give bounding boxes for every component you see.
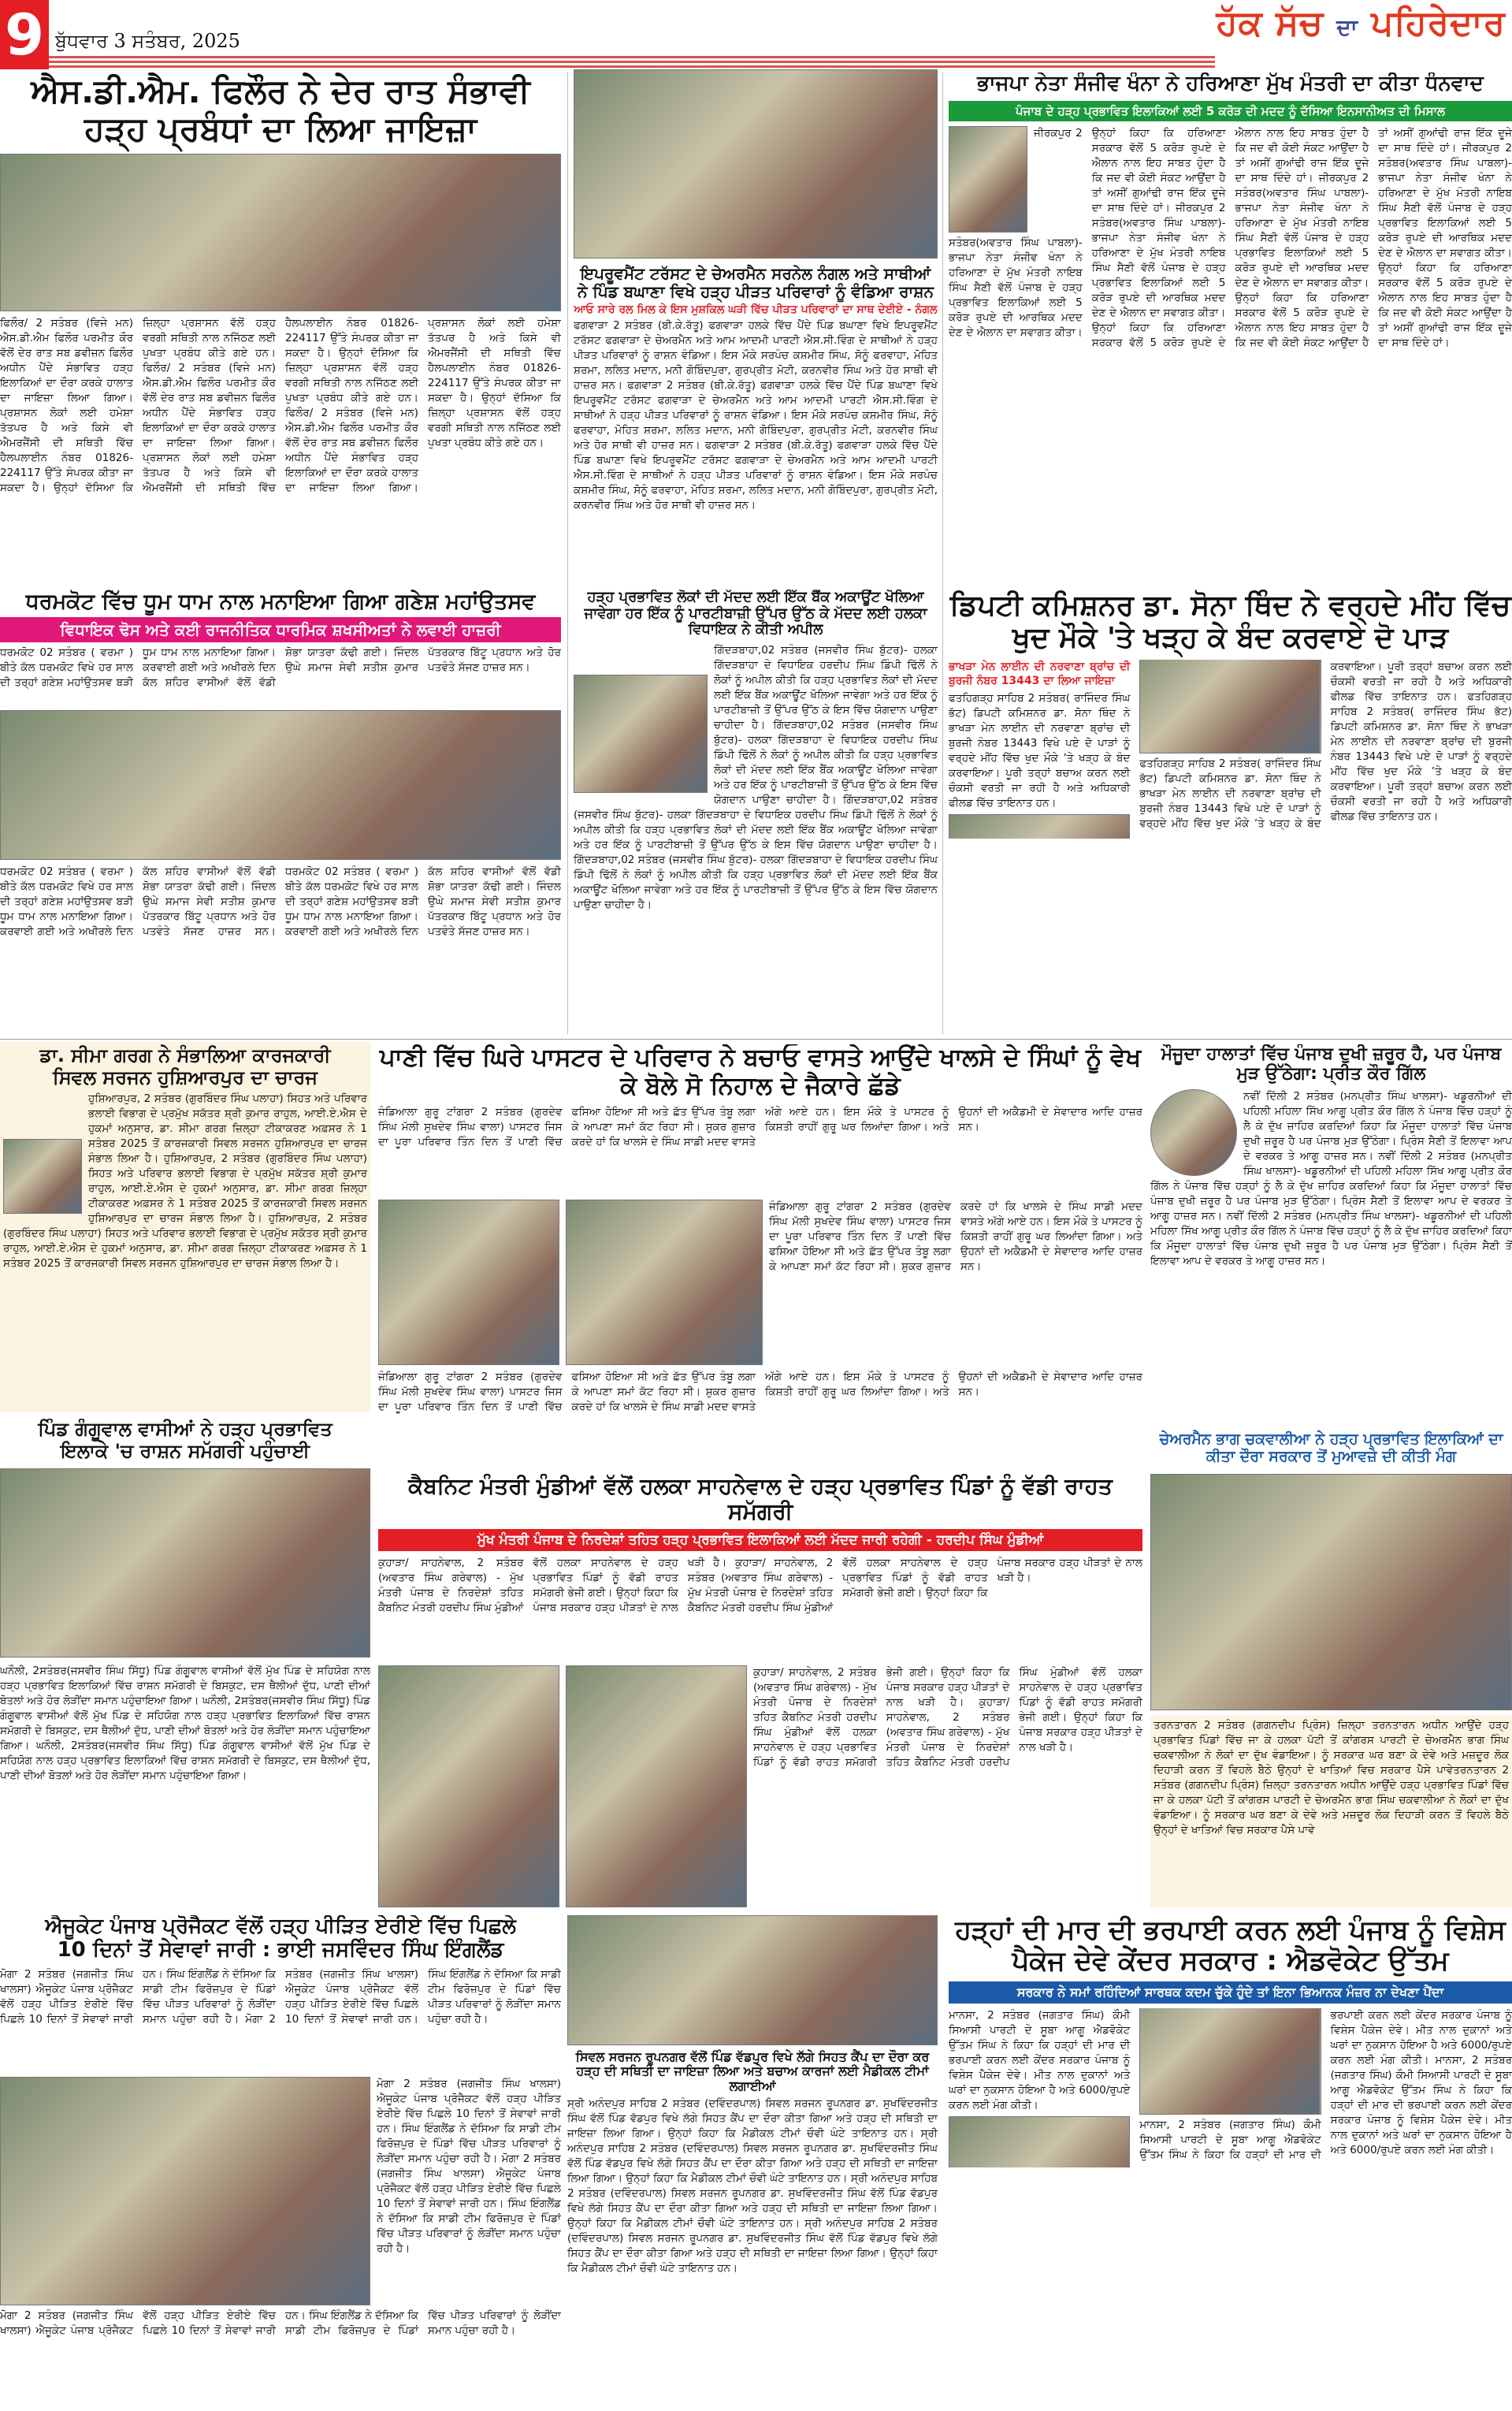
article-body: ਨਵੀਂ ਦਿੱਲੀ 2 ਸਤੰਬਰ (ਮਨਪ੍ਰੀਤ ਸਿੰਘ ਖਾਲਸਾ)- ਖਡੂਰਨੀਆਂ ਦੀ ਪਹਿਲੀ ਮਹਿਲਾ ਸਿੱਖ ਆਗੂ ਪ੍ਰੀਤ ਕੌਰ ਗਿੱਲ ਨੇ ਪੰਜਾਬ ਵਿੱਚ ਹੜ੍ਹਾਂ ਨੂੰ ਲੈ ਕੇ ਦੁੱਖ ਜ਼ਾਹਿਰ ਕਰਦਿਆਂ ਕਿਹਾ ਕਿ ਮੌਜੂਦਾ ਹਾਲਾਤਾਂ ਵਿੱਚ ਪੰਜਾਬ ਦੁਖੀ ਜ਼ਰੂਰ ਹੈ ਪਰ ਪੰਜਾਬ ਮੁੜ ਉੱਠੇਗਾ। ਪ੍ਰਿੰਸ ਸੈਣੀ ਤੋਂ ਇਲਾਵਾ ਆਪ ਦੇ ਵਰਕਰ ਤੇ ਆਗੂ ਹਾਜ਼ਰ ਸਨ। — [1243, 1089, 1512, 1163]
logo-part: ਦਾ — [1336, 14, 1358, 40]
article-body: ਹੁਸ਼ਿਆਰਪੁਰ, 2 ਸਤੰਬਰ (ਗੁਰਬਿੰਦਰ ਸਿੰਘ ਪਲਾਹਾ) ਸਿਹਤ ਅਤੇ ਪਰਿਵਾਰ ਭਲਾਈ ਵਿਭਾਗ ਦੇ ਪ੍ਰਮੁੱਖ ਸਕੱਤਰ ਸ਼੍ਰੀ ਕੁਮਾਰ ਰਾਹੁਲ, ਆਈ.ਏ.ਐਸ ਦੇ ਹੁਕਮਾਂ ਅਨੁਸਾਰ, ਡਾ. ਸੀਮਾ ਗਰਗ ਜ਼ਿਲ੍ਹਾ ਟੀਕਾਕਰਣ ਅਫ਼ਸਰ ਨੇ 1 ਸਤੰਬਰ 2025 ਤੋਂ ਕਾਰਜਕਾਰੀ ਸਿਵਲ ਸਰਜਨ ਹੁਸ਼ਿਆਰਪੁਰ ਦਾ ਚਾਰਜ ਸੰਭਾਲ ਲਿਆ ਹੈ। — [88, 1152, 367, 1226]
article-body: ਮੋਗਾ 2 ਸਤੰਬਰ (ਜਗਜੀਤ ਸਿੰਘ ਖਾਲਸਾ) ਐਜੂਕੇਟ ਪੰਜਾਬ ਪ੍ਰੋਜੈਕਟ ਵੱਲੋਂ ਹੜ੍ਹ ਪੀੜਿਤ ਏਰੀਏ ਵਿੱਚ ਪਿਛਲੇ 10 ਦਿਨਾਂ ਤੋਂ ਸੇਵਾਵਾਂ ਜਾਰੀ ਹਨ। ਸਿੰਘ ਇੰਗਲੈਂਡ ਨੇ ਦੱਸਿਆ ਕਿ ਸਾਡੀ ਟੀਮ ਫਿਰੋਜ਼ਪੁਰ ਦੇ ਪਿੰਡਾਂ ਵਿੱਚ ਪੀੜਤ ਪਰਿਵਾਰਾਂ ਨੂੰ ਲੋੜੀਂਦਾ ਸਮਾਨ ਪਹੁੰਚਾ ਰਹੀ ਹੈ। — [377, 2077, 561, 2165]
article-body: ਕੁਹਾੜਾ/ ਸਾਹਨੇਵਾਲ, 2 ਸਤੰਬਰ (ਅਵਤਾਰ ਸਿੰਘ ਗਰੇਵਾਲ) - ਮੁੱਖ ਮੰਤਰੀ ਪੰਜਾਬ ਦੇ ਨਿਰਦੇਸ਼ਾਂ ਤਹਿਤ ਕੈਬਨਿਟ ਮੰਤਰੀ ਹਰਦੀਪ ਸਿੰਘ ਮੁੰਡੀਆਂ ਵੱਲੋਂ ਹਲਕਾ ਸਾਹਨੇਵਾਲ ਦੇ ਹੜ੍ਹ ਪ੍ਰਭਾਵਿਤ ਪਿੰਡਾਂ ਨੂੰ ਵੱਡੀ ਰਾਹਤ ਸਮੱਗਰੀ ਭੇਜੀ ਗਈ। ਉਨ੍ਹਾਂ ਕਿਹਾ ਕਿ ਪੰਜਾਬ ਸਰਕਾਰ ਹੜ੍ਹ ਪੀੜਤਾਂ ਦੇ ਨਾਲ ਖੜੀ ਹੈ। — [687, 1557, 1142, 1615]
issue-date: ਬੁੱਧਵਾਰ 3 ਸਤੰਬਰ, 2025 — [55, 30, 240, 52]
article-sanjeev-khanna — [949, 73, 1512, 577]
article-body: ਫਤਹਿਗੜ੍ਹ ਸਾਹਿਬ 2 ਸਤੰਬਰ( ਰਾਜਿੰਦਰ ਸਿੰਘ ਭੱਟ) ਡਿਪਟੀ ਕਮਿਸ਼ਨਰ ਡਾ. ਸੋਨਾ ਥਿੰਦ ਨੇ ਭਾਖੜਾ ਮੇਨ ਲਾਈਨ ਦੀ ਨਰਵਾਣਾ ਬ੍ਰਾਂਚ ਦੀ ਬੁਰਜੀ ਨੰਬਰ 13443 ਵਿਖੇ ਪਏ ਦੋ ਪਾੜਾਂ ਨੂੰ ਵਰ੍ਹਦੇ ਮੀਂਹ ਵਿੱਚ ਖੁਦ ਮੌਕੇ ’ਤੇ ਖੜ੍ਹ ਕੇ ਬੰਦ ਕਰਵਾਇਆ। ਪੂਰੀ ਤਰ੍ਹਾਂ ਬਚਾਅ ਕਰਨ ਲਈ ਚੌਕਸੀ ਵਰਤੀ ਜਾ ਰਹੀ ਹੈ ਅਤੇ ਅਧਿਕਾਰੀ ਫੀਲਡ ਵਿੱਚ ਤਾਇਨਾਤ ਹਨ। — [1330, 690, 1512, 823]
article-sdm-phillaur — [0, 73, 561, 577]
photo — [0, 2077, 370, 2305]
article-ganguwal — [0, 1419, 370, 1907]
article-body: ਧਰਮਕੋਟ 02 ਸਤੰਬਰ ( ਵਰਮਾ ) ਬੀਤੇ ਕੱਲ ਧਰਮਕੋਟ ਵਿਖੇ ਹਰ ਸਾਲ ਦੀ ਤਰ੍ਹਾਂ ਗਣੇਸ਼ ਮਹਾਂਉਤਸਵ ਬੜੀ ਧੂਮ ਧਾਮ ਨਾਲ ਮਨਾਇਆ ਗਿਆ। ਕਰਵਾਈ ਗਈ ਅਤੇ ਅਖੀਰਲੇ ਦਿਨ ਕੱਲ ਸ਼ਹਿਰ ਵਾਸੀਆਂ ਵੱਲੋਂ ਵੱਡੀ ਸ਼ੋਭਾ ਯਾਤਰਾ ਕੱਢੀ ਗਈ। ਜਿੰਦਲ ਉਘੇ ਸਮਾਜ ਸੇਵੀ ਸਤੀਸ਼ ਕੁਮਾਰ ਪੱਤਰਕਾਰ ਬਿੱਟੂ ਪ੍ਰਧਾਨ ਅਤੇ ਹੋਰ ਪਤਵੰਤੇ ਸੱਜਣ ਹਾਜ਼ਰ ਸਨ। — [0, 865, 276, 939]
subheadline: ਪੰਜਾਬ ਦੇ ਹੜ੍ਹ ਪ੍ਰਭਾਵਿਤ ਇਲਾਕਿਆਂ ਲਈ 5 ਕਰੋੜ ਦੀ ਮਦਦ ਨੂੰ ਦੱਸਿਆ ਇਨਸਾਨੀਅਤ ਦੀ ਮਿਸਾਲ — [949, 101, 1512, 121]
article-body: ਜੰਡਿਆਲਾ ਗੁਰੂ ਟਾਂਗਰਾ 2 ਸਤੰਬਰ (ਗੁਰਦੇਵ ਸਿੰਘ ਮੱਲੀ ਸੁਖਦੇਵ ਸਿੰਘ ਵਾਲਾ) ਪਾਸਟਰ ਜਿਸ ਦਾ ਪੂਰਾ ਪਰਿਵਾਰ ਤਿੰਨ ਦਿਨ ਤੋਂ ਪਾਣੀ ਵਿੱਚ ਫਸਿਆ ਹੋਇਆ ਸੀ ਅਤੇ ਛੱਤ ਉੱਪਰ ਤੰਬੂ ਲਗਾ ਕੇ ਆਪਣਾ ਸਮਾਂ ਕੱਟ ਰਿਹਾ ਸੀ। ਸ਼ੁਕਰ ਗੁਜ਼ਾਰ ਕਰਦੇ ਹਾਂ ਕਿ ਖਾਲਸੇ ਦੇ ਸਿੰਘ ਸਾਡੀ ਮਦਦ ਵਾਸਤੇ ਅੱਗੇ ਆਏ ਹਨ। ਇਸ ਮੌਕੇ ਤੇ ਪਾਸਟਰ ਨੂੰ ਕਿਸ਼ਤੀ ਰਾਹੀਂ ਗੁਰੂ ਘਰ ਲਿਆਂਦਾ ਗਿਆ। ਅਤੇ ਉਹਨਾਂ ਦੀ ਅਕੈਡਮੀ ਦੇ ਸੇਵਾਦਾਰ ਆਦਿ ਹਾਜ਼ਰ ਸਨ। — [378, 1106, 1142, 1149]
article-body: ਜੰਡਿਆਲਾ ਗੁਰੂ ਟਾਂਗਰਾ 2 ਸਤੰਬਰ (ਗੁਰਦੇਵ ਸਿੰਘ ਮੱਲੀ ਸੁਖਦੇਵ ਸਿੰਘ ਵਾਲਾ) ਪਾਸਟਰ ਜਿਸ ਦਾ ਪੂਰਾ ਪਰਿਵਾਰ ਤਿੰਨ ਦਿਨ ਤੋਂ ਪਾਣੀ ਵਿੱਚ ਫਸਿਆ ਹੋਇਆ ਸੀ ਅਤੇ ਛੱਤ ਉੱਪਰ ਤੰਬੂ ਲਗਾ ਕੇ ਆਪਣਾ ਸਮਾਂ ਕੱਟ ਰਿਹਾ ਸੀ। ਸ਼ੁਕਰ ਗੁਜ਼ਾਰ ਕਰਦੇ ਹਾਂ ਕਿ ਖਾਲਸੇ ਦੇ ਸਿੰਘ ਸਾਡੀ ਮਦਦ ਵਾਸਤੇ ਅੱਗੇ ਆਏ ਹਨ। ਇਸ ਮੌਕੇ ਤੇ ਪਾਸਟਰ ਨੂੰ ਕਿਸ਼ਤੀ ਰਾਹੀਂ ਗੁਰੂ ਘਰ ਲਿਆਂਦਾ ਗਿਆ। ਅਤੇ ਉਹਨਾਂ ਦੀ ਅਕੈਡਮੀ ਦੇ ਸੇਵਾਦਾਰ ਆਦਿ ਹਾਜ਼ਰ ਸਨ। — [769, 1200, 1142, 1274]
header-rule — [49, 54, 1215, 69]
logo-part: ਹੱਕ ਸੱਚ — [1216, 3, 1324, 43]
article-body: ਹੁਸ਼ਿਆਰਪੁਰ, 2 ਸਤੰਬਰ (ਗੁਰਬਿੰਦਰ ਸਿੰਘ ਪਲਾਹਾ) ਸਿਹਤ ਅਤੇ ਪਰਿਵਾਰ ਭਲਾਈ ਵਿਭਾਗ ਦੇ ਪ੍ਰਮੁੱਖ ਸਕੱਤਰ ਸ਼੍ਰੀ ਕੁਮਾਰ ਰਾਹੁਲ, ਆਈ.ਏ.ਐਸ ਦੇ ਹੁਕਮਾਂ ਅਨੁਸਾਰ, ਡਾ. ਸੀਮਾ ਗਰਗ ਜ਼ਿਲ੍ਹਾ ਟੀਕਾਕਰਣ ਅਫ਼ਸਰ ਨੇ 1 ਸਤੰਬਰ 2025 ਤੋਂ ਕਾਰਜਕਾਰੀ ਸਿਵਲ ਸਰਜਨ ਹੁਸ਼ਿਆਰਪੁਰ ਦਾ ਚਾਰਜ ਸੰਭਾਲ ਲਿਆ ਹੈ। — [88, 1092, 367, 1166]
article-body: ਮੋਗਾ 2 ਸਤੰਬਰ (ਜਗਜੀਤ ਸਿੰਘ ਖਾਲਸਾ) ਐਜੂਕੇਟ ਪੰਜਾਬ ਪ੍ਰੋਜੈਕਟ ਵੱਲੋਂ ਹੜ੍ਹ ਪੀੜਿਤ ਏਰੀਏ ਵਿੱਚ ਪਿਛਲੇ 10 ਦਿਨਾਂ ਤੋਂ ਸੇਵਾਵਾਂ ਜਾਰੀ ਹਨ। ਸਿੰਘ ਇੰਗਲੈਂਡ ਨੇ ਦੱਸਿਆ ਕਿ ਸਾਡੀ ਟੀਮ ਫਿਰੋਜ਼ਪੁਰ ਦੇ ਪਿੰਡਾਂ ਵਿੱਚ ਪੀੜਤ ਪਰਿਵਾਰਾਂ ਨੂੰ ਲੋੜੀਂਦਾ ਸਮਾਨ ਪਹੁੰਚਾ ਰਹੀ ਹੈ। — [0, 2309, 561, 2337]
photo — [566, 1200, 763, 1365]
article-ganesh-festival — [0, 590, 561, 1035]
subheadline: ਭਾਖੜਾ ਮੇਨ ਲਾਈਨ ਦੀ ਨਰਵਾਣਾ ਬ੍ਰਾਂਚ ਦੀ ਬੁਰਜੀ ਨੰਬਰ 13443 ਦਾ ਲਿਆ ਜਾਇਜ਼ਾ — [949, 660, 1131, 687]
article-body: ਨਵੀਂ ਦਿੱਲੀ 2 ਸਤੰਬਰ (ਮਨਪ੍ਰੀਤ ਸਿੰਘ ਖਾਲਸਾ)- ਖਡੂਰਨੀਆਂ ਦੀ ਪਹਿਲੀ ਮਹਿਲਾ ਸਿੱਖ ਆਗੂ ਪ੍ਰੀਤ ਕੌਰ ਗਿੱਲ ਨੇ ਪੰਜਾਬ ਵਿੱਚ ਹੜ੍ਹਾਂ ਨੂੰ ਲੈ ਕੇ ਦੁੱਖ ਜ਼ਾਹਿਰ ਕਰਦਿਆਂ ਕਿਹਾ ਕਿ ਮੌਜੂਦਾ ਹਾਲਾਤਾਂ ਵਿੱਚ ਪੰਜਾਬ ਦੁਖੀ ਜ਼ਰੂਰ ਹੈ ਪਰ ਪੰਜਾਬ ਮੁੜ ਉੱਠੇਗਾ। ਪ੍ਰਿੰਸ ਸੈਣੀ ਤੋਂ ਇਲਾਵਾ ਆਪ ਦੇ ਵਰਕਰ ਤੇ ਆਗੂ ਹਾਜ਼ਰ ਸਨ। — [1150, 1149, 1512, 1222]
article-body: ਕੁਹਾੜਾ/ ਸਾਹਨੇਵਾਲ, 2 ਸਤੰਬਰ (ਅਵਤਾਰ ਸਿੰਘ ਗਰੇਵਾਲ) - ਮੁੱਖ ਮੰਤਰੀ ਪੰਜਾਬ ਦੇ ਨਿਰਦੇਸ਼ਾਂ ਤਹਿਤ ਕੈਬਨਿਟ ਮੰਤਰੀ ਹਰਦੀਪ ਸਿੰਘ ਮੁੰਡੀਆਂ ਵੱਲੋਂ ਹਲਕਾ ਸਾਹਨੇਵਾਲ ਦੇ ਹੜ੍ਹ ਪ੍ਰਭਾਵਿਤ ਪਿੰਡਾਂ ਨੂੰ ਵੱਡੀ ਰਾਹਤ ਸਮੱਗਰੀ ਭੇਜੀ ਗਈ। ਉਨ੍ਹਾਂ ਕਿਹਾ ਕਿ ਪੰਜਾਬ ਸਰਕਾਰ ਹੜ੍ਹ ਪੀੜਤਾਂ ਦੇ ਨਾਲ ਖੜੀ ਹੈ। — [378, 1557, 736, 1615]
article-educate-punjab — [0, 1915, 561, 2411]
article-pastor-family — [378, 1044, 1142, 1466]
photo — [949, 126, 1027, 233]
article-body: ਜੀਰਕਪੁਰ 2 ਸਤੰਬਰ(ਅਵਤਾਰ ਸਿੰਘ ਪਾਬਲਾ)- ਭਾਜਪਾ ਨੇਤਾ ਸੰਜੀਵ ਖੰਨਾ ਨੇ ਹਰਿਆਣਾ ਦੇ ਮੁੱਖ ਮੰਤਰੀ ਨਾਇਬ ਸਿੰਘ ਸੈਣੀ ਵੱਲੋਂ ਪੰਜਾਬ ਦੇ ਹੜ੍ਹ ਪ੍ਰਭਾਵਿਤ ਇਲਾਕਿਆਂ ਲਈ 5 ਕਰੋੜ ਰੁਪਏ ਦੀ ਆਰਥਿਕ ਮਦਦ ਦੇਣ ਦੇ ਐਲਾਨ ਦਾ ਸਵਾਗਤ ਕੀਤਾ। ਉਨ੍ਹਾਂ ਕਿਹਾ ਕਿ ਹਰਿਆਣਾ ਸਰਕਾਰ ਵੱਲੋਂ 5 ਕਰੋੜ ਰੁਪਏ ਦੇ ਐਲਾਨ ਨਾਲ ਇਹ ਸਾਬਤ ਹੁੰਦਾ ਹੈ ਕਿ ਜਦ ਵੀ ਕੋਈ ਸੰਕਟ ਆਉਂਦਾ ਹੈ ਤਾਂ ਅਸੀਂ ਗੁਆਂਢੀ ਰਾਜ ਇੱਕ ਦੂਜੇ ਦਾ ਸਾਥ ਦਿੰਦੇ ਹਾਂ। — [1235, 126, 1512, 349]
photo — [1150, 1089, 1237, 1176]
article-body: ਮੋਗਾ 2 ਸਤੰਬਰ (ਜਗਜੀਤ ਸਿੰਘ ਖਾਲਸਾ) ਐਜੂਕੇਟ ਪੰਜਾਬ ਪ੍ਰੋਜੈਕਟ ਵੱਲੋਂ ਹੜ੍ਹ ਪੀੜਿਤ ਏਰੀਏ ਵਿੱਚ ਪਿਛਲੇ 10 ਦਿਨਾਂ ਤੋਂ ਸੇਵਾਵਾਂ ਜਾਰੀ ਹਨ। ਸਿੰਘ ਇੰਗਲੈਂਡ ਨੇ ਦੱਸਿਆ ਕਿ ਸਾਡੀ ਟੀਮ ਫਿਰੋਜ਼ਪੁਰ ਦੇ ਪਿੰਡਾਂ ਵਿੱਚ ਪੀੜਤ ਪਰਿਵਾਰਾਂ ਨੂੰ ਲੋੜੀਂਦਾ ਸਮਾਨ ਪਹੁੰਚਾ ਰਹੀ ਹੈ। — [245, 1967, 561, 2026]
headline: ਐਸ.ਡੀ.ਐਮ. ਫਿਲੌਰ ਨੇ ਦੇਰ ਰਾਤ ਸੰਭਾਵੀ ਹੜ੍ਹ ਪ੍ਰਬੰਧਾਂ ਦਾ ਲਿਆ ਜਾਇਜ਼ਾ — [31, 73, 530, 149]
headline: ਪਿੰਡ ਗੰਗੂਵਾਲ ਵਾਸੀਆਂ ਨੇ ਹੜ੍ਹ ਪ੍ਰਭਾਵਿਤ — [38, 1419, 332, 1440]
headline: ਮੌਜੂਦਾ ਹਾਲਾਤਾਂ ਵਿੱਚ ਪੰਜਾਬ ਦੁਖੀ ਜ਼ਰੂਰ ਹੈ, ਪਰ ਪੰਜਾਬ ਮੁੜ ਉੱਠੇਗਾ: ਪ੍ਰੀਤ ਕੌਰ ਗਿੱਲ — [1161, 1044, 1502, 1085]
photo — [0, 1468, 370, 1658]
article-body: ਧਰਮਕੋਟ 02 ਸਤੰਬਰ ( ਵਰਮਾ ) ਬੀਤੇ ਕੱਲ ਧਰਮਕੋਟ ਵਿਖੇ ਹਰ ਸਾਲ ਦੀ ਤਰ੍ਹਾਂ ਗਣੇਸ਼ ਮਹਾਂਉਤਸਵ ਬੜੀ ਧੂਮ ਧਾਮ ਨਾਲ ਮਨਾਇਆ ਗਿਆ। ਕਰਵਾਈ ਗਈ ਅਤੇ ਅਖੀਰਲੇ ਦਿਨ ਕੱਲ ਸ਼ਹਿਰ ਵਾਸੀਆਂ ਵੱਲੋਂ ਵੱਡੀ ਸ਼ੋਭਾ ਯਾਤਰਾ ਕੱਢੀ ਗਈ। ਜਿੰਦਲ ਉਘੇ ਸਮਾਜ ਸੇਵੀ ਸਤੀਸ਼ ਕੁਮਾਰ ਪੱਤਰਕਾਰ ਬਿੱਟੂ ਪ੍ਰਧਾਨ ਅਤੇ ਹੋਰ ਪਤਵੰਤੇ ਸੱਜਣ ਹਾਜ਼ਰ ਸਨ। — [285, 865, 561, 939]
column-divider — [567, 73, 568, 1034]
headline: ਪਾਣੀ ਵਿੱਚ ਘਿਰੇ ਪਾਸਟਰ ਦੇ ਪਰਿਵਾਰ ਨੇ ਬਚਾਓ ਵਾਸਤੇ ਆਉਂਦੇ ਖਾਲਸੇ ਦੇ ਸਿੰਘਾਂ ਨੂੰ ਵੇਖ ਕੇ ਬੋਲੇ ਸੋ ਨਿਹਾਲ ਦੇ ਜੈਕਾਰੇ ਛੱਡੇ — [379, 1044, 1142, 1100]
page-number: 9 — [0, 0, 49, 69]
article-body: ਸ੍ਰੀ ਅਨੰਦਪੁਰ ਸਾਹਿਬ 2 ਸਤੰਬਰ (ਦਵਿੰਦਰਪਾਲ) ਸਿਵਲ ਸਰਜਨ ਰੂਪਨਗਰ ਡਾ. ਸੁਖਵਿੰਦਰਜੀਤ ਸਿੰਘ ਵੱਲੋਂ ਪਿੰਡ ਵੱਡਪੁਰ ਵਿਖੇ ਲੱਗੇ ਸਿਹਤ ਕੈਂਪ ਦਾ ਦੌਰਾ ਕੀਤਾ ਗਿਆ ਅਤੇ ਹੜ੍ਹ ਦੀ ਸਥਿਤੀ ਦਾ ਜਾਇਜ਼ਾ ਲਿਆ ਗਿਆ। ਉਨ੍ਹਾਂ ਕਿਹਾ ਕਿ ਮੈਡੀਕਲ ਟੀਮਾਂ ਚੌਵੀ ਘੰਟੇ ਤਾਇਨਾਤ ਹਨ। — [567, 2127, 938, 2186]
article-body: ਗਿੱਦੜਬਾਹਾ,02 ਸਤੰਬਰ (ਜਸਵੀਰ ਸਿੰਘ ਬੁੱਟਰ)- ਹਲਕਾ ਗਿੱਦੜਬਾਹਾ ਦੇ ਵਿਧਾਇਕ ਹਰਦੀਪ ਸਿੰਘ ਡਿੰਪੀ ਢਿੱਲੋਂ ਨੇ ਲੋਕਾਂ ਨੂੰ ਅਪੀਲ ਕੀਤੀ ਕਿ ਹੜ੍ਹ ਪ੍ਰਭਾਵਿਤ ਲੋਕਾਂ ਦੀ ਮੱਦਦ ਲਈ ਇੱਕ ਬੈਂਕ ਅਕਾਊਂਟ ਖੋਲਿਆ ਜਾਵੇਗਾ ਅਤੇ ਹਰ ਇੱਕ ਨੂੰ ਪਾਰਟੀਬਾਜ਼ੀ ਤੋਂ ਉੱਪਰ ਉੱਠ ਕੇ ਇਸ ਵਿੱਚ ਯੋਗਦਾਨ ਪਾਉਣਾ ਚਾਹੀਦਾ ਹੈ। — [714, 719, 938, 807]
row-divider — [0, 1039, 1512, 1040]
headline: ਇਲਾਕੇ 'ਚ ਰਾਸ਼ਨ ਸਮੱਗਰੀ ਪਹੁੰਚਾਈ — [60, 1439, 310, 1462]
article-body: ਜੀਰਕਪੁਰ 2 ਸਤੰਬਰ(ਅਵਤਾਰ ਸਿੰਘ ਪਾਬਲਾ)- ਭਾਜਪਾ ਨੇਤਾ ਸੰਜੀਵ ਖੰਨਾ ਨੇ ਹਰਿਆਣਾ ਦੇ ਮੁੱਖ ਮੰਤਰੀ ਨਾਇਬ ਸਿੰਘ ਸੈਣੀ ਵੱਲੋਂ ਪੰਜਾਬ ਦੇ ਹੜ੍ਹ ਪ੍ਰਭਾਵਿਤ ਇਲਾਕਿਆਂ ਲਈ 5 ਕਰੋੜ ਰੁਪਏ ਦੀ ਆਰਥਿਕ ਮਦਦ ਦੇਣ ਦੇ ਐਲਾਨ ਦਾ ਸਵਾਗਤ ਕੀਤਾ। ਉਨ੍ਹਾਂ ਕਿਹਾ ਕਿ ਹਰਿਆਣਾ ਸਰਕਾਰ ਵੱਲੋਂ 5 ਕਰੋੜ ਰੁਪਏ ਦੇ ਐਲਾਨ ਨਾਲ ਇਹ ਸਾਬਤ ਹੁੰਦਾ ਹੈ ਕਿ ਜਦ ਵੀ ਕੋਈ ਸੰਕਟ ਆਉਂਦਾ ਹੈ ਤਾਂ ਅਸੀਂ ਗੁਆਂਢੀ ਰਾਜ ਇੱਕ ਦੂਜੇ ਦਾ ਸਾਥ ਦਿੰਦੇ ਹਾਂ। — [1378, 141, 1512, 349]
article-body: ਜੀਰਕਪੁਰ 2 ਸਤੰਬਰ(ਅਵਤਾਰ ਸਿੰਘ ਪਾਬਲਾ)- ਭਾਜਪਾ ਨੇਤਾ ਸੰਜੀਵ ਖੰਨਾ ਨੇ ਹਰਿਆਣਾ ਦੇ ਮੁੱਖ ਮੰਤਰੀ ਨਾਇਬ ਸਿੰਘ ਸੈਣੀ ਵੱਲੋਂ ਪੰਜਾਬ ਦੇ ਹੜ੍ਹ ਪ੍ਰਭਾਵਿਤ ਇਲਾਕਿਆਂ ਲਈ 5 ਕਰੋੜ ਰੁਪਏ ਦੀ ਆਰਥਿਕ ਮਦਦ ਦੇਣ ਦੇ ਐਲਾਨ ਦਾ ਸਵਾਗਤ ਕੀਤਾ। ਉਨ੍ਹਾਂ ਕਿਹਾ ਕਿ ਹਰਿਆਣਾ ਸਰਕਾਰ ਵੱਲੋਂ 5 ਕਰੋੜ ਰੁਪਏ ਦੇ ਐਲਾਨ ਨਾਲ ਇਹ ਸਾਬਤ ਹੁੰਦਾ ਹੈ ਕਿ ਜਦ ਵੀ ਕੋਈ ਸੰਕਟ ਆਉਂਦਾ ਹੈ ਤਾਂ ਅਸੀਂ ਗੁਆਂਢੀ ਰਾਜ ਇੱਕ ਦੂਜੇ ਦਾ ਸਾਥ ਦਿੰਦੇ ਹਾਂ। — [1091, 126, 1369, 349]
photo — [567, 1915, 938, 2045]
article-civil-surgeon-rupnagar — [567, 1915, 938, 2411]
logo-part: ਪਹਿਰੇਦਾਰ — [1371, 3, 1506, 43]
subheadline: ਮੁੱਖ ਮੰਤਰੀ ਪੰਜਾਬ ਦੇ ਨਿਰਦੇਸ਼ਾਂ ਤਹਿਤ ਹੜ੍ਹ ਪ੍ਰਭਾਵਿਤ ਇਲਾਕਿਆਂ ਲਈ ਮੱਦਦ ਜਾਰੀ ਰਹੇਗੀ - ਹਰਦੀਪ ਸਿੰਘ ਮੁੰਡੀਆਂ — [378, 1529, 1142, 1551]
article-body: ਸ੍ਰੀ ਅਨੰਦਪੁਰ ਸਾਹਿਬ 2 ਸਤੰਬਰ (ਦਵਿੰਦਰਪਾਲ) ਸਿਵਲ ਸਰਜਨ ਰੂਪਨਗਰ ਡਾ. ਸੁਖਵਿੰਦਰਜੀਤ ਸਿੰਘ ਵੱਲੋਂ ਪਿੰਡ ਵੱਡਪੁਰ ਵਿਖੇ ਲੱਗੇ ਸਿਹਤ ਕੈਂਪ ਦਾ ਦੌਰਾ ਕੀਤਾ ਗਿਆ ਅਤੇ ਹੜ੍ਹ ਦੀ ਸਥਿਤੀ ਦਾ ਜਾਇਜ਼ਾ ਲਿਆ ਗਿਆ। ਉਨ੍ਹਾਂ ਕਿਹਾ ਕਿ ਮੈਡੀਕਲ ਟੀਮਾਂ ਚੌਵੀ ਘੰਟੇ ਤਾਇਨਾਤ ਹਨ। — [567, 2097, 938, 2141]
subheadline: ਵਿਧਾਇਕ ਢੋਸ ਅਤੇ ਕਈ ਰਾਜਨੀਤਿਕ ਧਾਰਮਿਕ ਸ਼ਖਸੀਅਤਾਂ ਨੇ ਲਵਾਈ ਹਾਜ਼ਰੀ — [0, 617, 561, 642]
article-body: ਫਗਵਾੜਾ 2 ਸਤੰਬਰ (ਬੀ.ਕੇ.ਰੱਤੂ) ਫਗਵਾੜਾ ਹਲਕੇ ਵਿੱਚ ਪੈਂਦੇ ਪਿੰਡ ਬਘਾਣਾ ਵਿਖੇ ਇਪਰੂਵਮੈਂਟ ਟਰੱਸਟ ਫਗਵਾੜਾ ਦੇ ਚੇਅਰਮੈਨ ਅਤੇ ਆਮ ਆਦਮੀ ਪਾਰਟੀ ਐਸ.ਸੀ.ਵਿੰਗ ਦੇ ਸਾਥੀਆਂ ਨੇ ਹੜ੍ਹ ਪੀੜਤ ਪਰਿਵਾਰਾਂ ਨੂੰ ਰਾਸ਼ਨ ਵੰਡਿਆ। ਇਸ ਮੌਕੇ ਸਰਪੰਚ ਕਸ਼ਮੀਰ ਸਿੰਘ, ਸੋਨੂੰ ਫਰਵਾਹਾ, ਮੋਹਿਤ ਸ਼ਰਮਾ, ਲਲਿਤ ਮਦਾਨ, ਮਨੀ ਗੋਬਿੰਦਪੁਰਾ, ਗੁਰਪ੍ਰੀਤ ਮੋਟੀ, ਕਰਨਵੀਰ ਸਿੰਘ ਅਤੇ ਹੋਰ ਸਾਥੀ ਵੀ ਹਾਜ਼ਰ ਸਨ। — [574, 379, 938, 452]
article-body: ਨਵੀਂ ਦਿੱਲੀ 2 ਸਤੰਬਰ (ਮਨਪ੍ਰੀਤ ਸਿੰਘ ਖਾਲਸਾ)- ਖਡੂਰਨੀਆਂ ਦੀ ਪਹਿਲੀ ਮਹਿਲਾ ਸਿੱਖ ਆਗੂ ਪ੍ਰੀਤ ਕੌਰ ਗਿੱਲ ਨੇ ਪੰਜਾਬ ਵਿੱਚ ਹੜ੍ਹਾਂ ਨੂੰ ਲੈ ਕੇ ਦੁੱਖ ਜ਼ਾਹਿਰ ਕਰਦਿਆਂ ਕਿਹਾ ਕਿ ਮੌਜੂਦਾ ਹਾਲਾਤਾਂ ਵਿੱਚ ਪੰਜਾਬ ਦੁਖੀ ਜ਼ਰੂਰ ਹੈ ਪਰ ਪੰਜਾਬ ਮੁੜ ਉੱਠੇਗਾ। ਪ੍ਰਿੰਸ ਸੈਣੀ ਤੋਂ ਇਲਾਵਾ ਆਪ ਦੇ ਵਰਕਰ ਤੇ ਆਗੂ ਹਾਜ਼ਰ ਸਨ। — [1150, 1209, 1512, 1267]
article-body: ਫਤਹਿਗੜ੍ਹ ਸਾਹਿਬ 2 ਸਤੰਬਰ( ਰਾਜਿੰਦਰ ਸਿੰਘ ਭੱਟ) ਡਿਪਟੀ ਕਮਿਸ਼ਨਰ ਡਾ. ਸੋਨਾ ਥਿੰਦ ਨੇ ਭਾਖੜਾ ਮੇਨ ਲਾਈਨ ਦੀ ਨਰਵਾਣਾ ਬ੍ਰਾਂਚ ਦੀ ਬੁਰਜੀ ਨੰਬਰ 13443 ਵਿਖੇ ਪਏ ਦੋ ਪਾੜਾਂ ਨੂੰ ਵਰ੍ਹਦੇ ਮੀਂਹ ਵਿੱਚ ਖੁਦ ਮੌਕੇ ’ਤੇ ਖੜ੍ਹ ਕੇ ਬੰਦ ਕਰਵਾਇਆ। ਪੂਰੀ ਤਰ੍ਹਾਂ ਬਚਾਅ ਕਰਨ ਲਈ ਚੌਕਸੀ ਵਰਤੀ ਜਾ ਰਹੀ ਹੈ ਅਤੇ ਅਧਿਕਾਰੀ ਫੀਲਡ ਵਿੱਚ ਤਾਇਨਾਤ ਹਨ। — [949, 691, 1131, 809]
article-body: ਮਾਨਸਾ, 2 ਸਤੰਬਰ (ਜਗਤਾਰ ਸਿੰਘ) ਕੌਮੀ ਸਿਆਸੀ ਪਾਰਟੀ ਦੇ ਸੂਬਾ ਆਗੂ ਐਡਵੋਕੇਟ ਉੱਤਮ ਸਿੰਘ ਨੇ ਕਿਹਾ ਕਿ ਹੜ੍ਹਾਂ ਦੀ ਮਾਰ ਦੀ ਭਰਪਾਈ ਕਰਨ ਲਈ ਕੇਂਦਰ ਸਰਕਾਰ ਪੰਜਾਬ ਨੂੰ ਵਿਸ਼ੇਸ ਪੈਕੇਜ ਦੇਵੇ। ਮੀਤ ਨਾਲ ਦੁਕਾਨਾਂ ਅਤੇ ਘਰਾਂ ਦਾ ਨੁਕਸਾਨ ਹੋਇਆ ਹੈ ਅਤੇ 6000/ਰੁਪਏ ਕਰਨ ਲਈ ਮੰਗ ਕੀਤੀ। — [1330, 2054, 1512, 2157]
article-body: ਗਿੱਦੜਬਾਹਾ,02 ਸਤੰਬਰ (ਜਸਵੀਰ ਸਿੰਘ ਬੁੱਟਰ)- ਹਲਕਾ ਗਿੱਦੜਬਾਹਾ ਦੇ ਵਿਧਾਇਕ ਹਰਦੀਪ ਸਿੰਘ ਡਿੰਪੀ ਢਿੱਲੋਂ ਨੇ ਲੋਕਾਂ ਨੂੰ ਅਪੀਲ ਕੀਤੀ ਕਿ ਹੜ੍ਹ ਪ੍ਰਭਾਵਿਤ ਲੋਕਾਂ ਦੀ ਮੱਦਦ ਲਈ ਇੱਕ ਬੈਂਕ ਅਕਾਊਂਟ ਖੋਲਿਆ ਜਾਵੇਗਾ ਅਤੇ ਹਰ ਇੱਕ ਨੂੰ ਪਾਰਟੀਬਾਜ਼ੀ ਤੋਂ ਉੱਪਰ ਉੱਠ ਕੇ ਇਸ ਵਿੱਚ ਯੋਗਦਾਨ ਪਾਉਣਾ ਚਾਹੀਦਾ ਹੈ। — [714, 644, 938, 732]
article-body: ਘਨੌਲੀ, 2ਸਤੰਬਰ(ਜਸਵੀਰ ਸਿੰਘ ਸਿੱਧੂ) ਪਿੰਡ ਗੰਗੂਵਾਲ ਵਾਸੀਆਂ ਵੱਲੋਂ ਮੁੱਖ ਪਿੰਡ ਦੇ ਸਹਿਯੋਗ ਨਾਲ ਹੜ੍ਹ ਪ੍ਰਭਾਵਿਤ ਇਲਾਕਿਆਂ ਵਿੱਚ ਰਾਸ਼ਨ ਸਮੱਗਰੀ ਦੇ ਬਿਸਕੁਟ, ਦਸ ਥੈਲੀਆਂ ਦੁੱਧ, ਪਾਣੀ ਦੀਆਂ ਬੋਤਲਾਂ ਅਤੇ ਹੋਰ ਲੋੜੀਂਦਾ ਸਮਾਨ ਪਹੁੰਚਾਇਆ ਗਿਆ। — [0, 1695, 370, 1753]
article-body: ਕੁਹਾੜਾ/ ਸਾਹਨੇਵਾਲ, 2 ਸਤੰਬਰ (ਅਵਤਾਰ ਸਿੰਘ ਗਰੇਵਾਲ) - ਮੁੱਖ ਮੰਤਰੀ ਪੰਜਾਬ ਦੇ ਨਿਰਦੇਸ਼ਾਂ ਤਹਿਤ ਕੈਬਨਿਟ ਮੰਤਰੀ ਹਰਦੀਪ ਸਿੰਘ ਮੁੰਡੀਆਂ ਵੱਲੋਂ ਹਲਕਾ ਸਾਹਨੇਵਾਲ ਦੇ ਹੜ੍ਹ ਪ੍ਰਭਾਵਿਤ ਪਿੰਡਾਂ ਨੂੰ ਵੱਡੀ ਰਾਹਤ ਸਮੱਗਰੀ ਭੇਜੀ ਗਈ। ਉਨ੍ਹਾਂ ਕਿਹਾ ਕਿ ਪੰਜਾਬ ਸਰਕਾਰ ਹੜ੍ਹ ਪੀੜਤਾਂ ਦੇ ਨਾਲ ਖੜੀ ਹੈ। — [753, 1666, 1010, 1769]
subheadline: ਆਓ ਸਾਰੇ ਰਲ ਮਿਲ ਕੇ ਇਸ ਮੁਸ਼ਕਿਲ ਘੜੀ ਵਿੱਚ ਪੀੜਤ ਪਰਿਵਾਰਾਂ ਦਾ ਸਾਥ ਦੇਈਏ - ਨੰਗਲ — [574, 303, 938, 316]
subheadline: ਚੇਅਰਮੈਨ ਭਾਗ ਚਕਵਾਲੀਆ ਨੇ ਹੜ੍ਹ ਪ੍ਰਭਾਵਿਤ ਇਲਾਕਿਆਂ ਦਾ ਕੀਤਾ ਦੌਰਾ ਸਰਕਾਰ ਤੋਂ ਮੁਆਵਜ਼ੇ ਦੀ ਕੀਤੀ ਮੰਗ — [1159, 1431, 1503, 1466]
column-divider — [942, 73, 943, 1034]
headline: ਧਰਮਕੋਟ ਵਿੱਚ ਧੂਮ ਧਾਮ ਨਾਲ ਮਨਾਇਆ ਗਿਆ ਗਣੇਸ਼ ਮਹਾਂਉਤਸਵ — [25, 590, 536, 614]
article-body: ਫਿਲੌਰ/ 2 ਸਤੰਬਰ (ਵਿਜੇ ਮਨ) ਐਸ.ਡੀ.ਐਮ ਫਿਲੌਰ ਪਰਮੀਤ ਕੌਰ ਵੱਲੋਂ ਦੇਰ ਰਾਤ ਸਬ ਡਵੀਜ਼ਨ ਫਿਲੌਰ ਅਧੀਨ ਪੈਂਦੇ ਸੰਭਾਵਿਤ ਹੜ੍ਹ ਇਲਾਕਿਆਂ ਦਾ ਦੌਰਾ ਕਰਕੇ ਹਾਲਾਤ ਦਾ ਜਾਇਜ਼ਾ ਲਿਆ ਗਿਆ। ਪ੍ਰਸ਼ਾਸਨ ਲੋਕਾਂ ਲਈ ਹਮੇਸ਼ਾ ਤੱਤਪਰ ਹੈ ਅਤੇ ਕਿਸੇ ਵੀ ਐਮਰਜੈਂਸੀ ਦੀ ਸਥਿਤੀ ਵਿੱਚ ਹੈਲਪਲਾਈਨ ਨੰਬਰ 01826-224117 ਉੱਤੇ ਸੰਪਰਕ ਕੀਤਾ ਜਾ ਸਕਦਾ ਹੈ। ਉਨ੍ਹਾਂ ਦੱਸਿਆ ਕਿ ਜ਼ਿਲ੍ਹਾ ਪ੍ਰਸ਼ਾਸਨ ਵੱਲੋਂ ਹੜ੍ਹ ਵਰਗੀ ਸਥਿਤੀ ਨਾਲ ਨਜਿੱਠਣ ਲਈ ਪੁਖਤਾ ਪ੍ਰਬੰਧ ਕੀਤੇ ਗਏ ਹਨ। — [285, 316, 561, 494]
article-body: ਧਰਮਕੋਟ 02 ਸਤੰਬਰ ( ਵਰਮਾ ) ਬੀਤੇ ਕੱਲ ਧਰਮਕੋਟ ਵਿਖੇ ਹਰ ਸਾਲ ਦੀ ਤਰ੍ਹਾਂ ਗਣੇਸ਼ ਮਹਾਂਉਤਸਵ ਬੜੀ ਧੂਮ ਧਾਮ ਨਾਲ ਮਨਾਇਆ ਗਿਆ। ਕਰਵਾਈ ਗਈ ਅਤੇ ਅਖੀਰਲੇ ਦਿਨ ਕੱਲ ਸ਼ਹਿਰ ਵਾਸੀਆਂ ਵੱਲੋਂ ਵੱਡੀ ਸ਼ੋਭਾ ਯਾਤਰਾ ਕੱਢੀ ਗਈ। ਜਿੰਦਲ ਉਘੇ ਸਮਾਜ ਸੇਵੀ ਸਤੀਸ਼ ਕੁਮਾਰ ਪੱਤਰਕਾਰ ਬਿੱਟੂ ਪ੍ਰਧਾਨ ਅਤੇ ਹੋਰ ਪਤਵੰਤੇ ਸੱਜਣ ਹਾਜ਼ਰ ਸਨ। — [0, 646, 561, 690]
headline: ਹੜ੍ਹ ਪ੍ਰਭਾਵਿਤ ਲੋਕਾਂ ਦੀ ਮੱਦਦ ਲਈ ਇੱਕ ਬੈਂਕ ਅਕਾਊਂਟ ਖੋਲਿਆ ਜਾਵੇਗਾ ਹਰ ਇੱਕ ਨੂੰ ਪਾਰਟੀਬਾਜ਼ੀ ਉੱਪਰ ਉੱਠ ਕੇ ਮੱਦਦ ਲਈ ਹਲਕਾ ਵਿਧਾਇਕ ਨੇ ਕੀਤੀ ਅਪੀਲ — [584, 590, 927, 638]
photo — [574, 675, 708, 793]
article-body: ਗਿੱਦੜਬਾਹਾ,02 ਸਤੰਬਰ (ਜਸਵੀਰ ਸਿੰਘ ਬੁੱਟਰ)- ਹਲਕਾ ਗਿੱਦੜਬਾਹਾ ਦੇ ਵਿਧਾਇਕ ਹਰਦੀਪ ਸਿੰਘ ਡਿੰਪੀ ਢਿੱਲੋਂ ਨੇ ਲੋਕਾਂ ਨੂੰ ਅਪੀਲ ਕੀਤੀ ਕਿ ਹੜ੍ਹ ਪ੍ਰਭਾਵਿਤ ਲੋਕਾਂ ਦੀ ਮੱਦਦ ਲਈ ਇੱਕ ਬੈਂਕ ਅਕਾਊਂਟ ਖੋਲਿਆ ਜਾਵੇਗਾ ਅਤੇ ਹਰ ਇੱਕ ਨੂੰ ਪਾਰਟੀਬਾਜ਼ੀ ਤੋਂ ਉੱਪਰ ਉੱਠ ਕੇ ਇਸ ਵਿੱਚ ਯੋਗਦਾਨ ਪਾਉਣਾ ਚਾਹੀਦਾ ਹੈ। — [574, 854, 938, 912]
headline: ਐਜੂਕੇਟ ਪੰਜਾਬ ਪ੍ਰੋਜੈਕਟ ਵੱਲੋਂ ਹੜ੍ਹ ਪੀੜਿਤ ਏਰੀਏ ਵਿੱਚ ਪਿਛਲੇ — [45, 1915, 516, 1938]
article-body: ਹੁਸ਼ਿਆਰਪੁਰ, 2 ਸਤੰਬਰ (ਗੁਰਬਿੰਦਰ ਸਿੰਘ ਪਲਾਹਾ) ਸਿਹਤ ਅਤੇ ਪਰਿਵਾਰ ਭਲਾਈ ਵਿਭਾਗ ਦੇ ਪ੍ਰਮੁੱਖ ਸਕੱਤਰ ਸ਼੍ਰੀ ਕੁਮਾਰ ਰਾਹੁਲ, ਆਈ.ਏ.ਐਸ ਦੇ ਹੁਕਮਾਂ ਅਨੁਸਾਰ, ਡਾ. ਸੀਮਾ ਗਰਗ ਜ਼ਿਲ੍ਹਾ ਟੀਕਾਕਰਣ ਅਫ਼ਸਰ ਨੇ 1 ਸਤੰਬਰ 2025 ਤੋਂ ਕਾਰਜਕਾਰੀ ਸਿਵਲ ਸਰਜਨ ਹੁਸ਼ਿਆਰਪੁਰ ਦਾ ਚਾਰਜ ਸੰਭਾਲ ਲਿਆ ਹੈ। — [3, 1212, 367, 1271]
article-advocate-uttam — [949, 1915, 1512, 2411]
photo — [378, 1200, 559, 1365]
article-dc-sona-thind — [949, 590, 1512, 1035]
article-chakwalia-visit — [1150, 1474, 1512, 1907]
article-body: ਤਰਨਤਾਰਨ 2 ਸਤੰਬਰ (ਗਗਨਦੀਪ ਪ੍ਰਿੰਸ) ਜ਼ਿਲ੍ਹਾ ਤਰਨਤਾਰਨ ਅਧੀਨ ਆਉਂਦੇ ਹੜ੍ਹ ਪ੍ਰਭਾਵਿਤ ਪਿੰਡਾਂ ਵਿੱਚ ਜਾ ਕੇ ਹਲਕਾ ਪੱਟੀ ਤੋਂ ਕਾਂਗਰਸ ਪਾਰਟੀ ਦੇ ਚੇਅਰਮੈਨ ਭਾਗ ਸਿੰਘ ਚਕਵਾਲੀਆ ਨੇ ਲੋਕਾਂ ਦਾ ਦੁੱਖ ਵੰਡਾਇਆ। ਨੂੰ ਸਰਕਾਰ ਘਰ ਬਣਾ ਕੇ ਦੇਵੇ ਅਤੇ ਮਜ਼ਦੂਰ ਲੋਕ ਦਿਹਾੜੀ ਕਰਨ ਤੋਂ ਵਿਹਲੇ ਬੈਠੇ ਉਨ੍ਹਾਂ ਦੇ ਖਾਤਿਆਂ ਵਿਚ ਸਰਕਾਰ ਪੈਸੇ ਪਾਵੇ — [1154, 1719, 1509, 1777]
article-body: ਫਿਲੌਰ/ 2 ਸਤੰਬਰ (ਵਿਜੇ ਮਨ) ਐਸ.ਡੀ.ਐਮ ਫਿਲੌਰ ਪਰਮੀਤ ਕੌਰ ਵੱਲੋਂ ਦੇਰ ਰਾਤ ਸਬ ਡਵੀਜ਼ਨ ਫਿਲੌਰ ਅਧੀਨ ਪੈਂਦੇ ਸੰਭਾਵਿਤ ਹੜ੍ਹ ਇਲਾਕਿਆਂ ਦਾ ਦੌਰਾ ਕਰਕੇ ਹਾਲਾਤ ਦਾ ਜਾਇਜ਼ਾ ਲਿਆ ਗਿਆ। ਪ੍ਰਸ਼ਾਸਨ ਲੋਕਾਂ ਲਈ ਹਮੇਸ਼ਾ ਤੱਤਪਰ ਹੈ ਅਤੇ ਕਿਸੇ ਵੀ ਐਮਰਜੈਂਸੀ ਦੀ ਸਥਿਤੀ ਵਿੱਚ ਹੈਲਪਲਾਈਨ ਨੰਬਰ 01826-224117 ਉੱਤੇ ਸੰਪਰਕ ਕੀਤਾ ਜਾ ਸਕਦਾ ਹੈ। ਉਨ੍ਹਾਂ ਦੱਸਿਆ ਕਿ ਜ਼ਿਲ੍ਹਾ ਪ੍ਰਸ਼ਾਸਨ ਵੱਲੋਂ ਹੜ੍ਹ ਵਰਗੀ ਸਥਿਤੀ ਨਾਲ ਨਜਿੱਠਣ ਲਈ ਪੁਖਤਾ ਪ੍ਰਬੰਧ ਕੀਤੇ ਗਏ ਹਨ। — [0, 316, 276, 494]
headline: ਡਾ. ਸੀਮਾ ਗਰਗ ਨੇ ਸੰਭਾਲਿਆ ਕਾਰਜਕਾਰੀ — [39, 1044, 331, 1066]
article-bank-account-appeal — [574, 590, 938, 1035]
article-body: ਫਿਲੌਰ/ 2 ਸਤੰਬਰ (ਵਿਜੇ ਮਨ) ਐਸ.ਡੀ.ਐਮ ਫਿਲੌਰ ਪਰਮੀਤ ਕੌਰ ਵੱਲੋਂ ਦੇਰ ਰਾਤ ਸਬ ਡਵੀਜ਼ਨ ਫਿਲੌਰ ਅਧੀਨ ਪੈਂਦੇ ਸੰਭਾਵਿਤ ਹੜ੍ਹ ਇਲਾਕਿਆਂ ਦਾ ਦੌਰਾ ਕਰਕੇ ਹਾਲਾਤ ਦਾ ਜਾਇਜ਼ਾ ਲਿਆ ਗਿਆ। ਪ੍ਰਸ਼ਾਸਨ ਲੋਕਾਂ ਲਈ ਹਮੇਸ਼ਾ ਤੱਤਪਰ ਹੈ ਅਤੇ ਕਿਸੇ ਵੀ ਐਮਰਜੈਂਸੀ ਦੀ ਸਥਿਤੀ ਵਿੱਚ ਹੈਲਪਲਾਈਨ ਨੰਬਰ 01826-224117 ਉੱਤੇ ਸੰਪਰਕ ਕੀਤਾ ਜਾ ਸਕਦਾ ਹੈ। ਉਨ੍ਹਾਂ ਦੱਸਿਆ ਕਿ ਜ਼ਿਲ੍ਹਾ ਪ੍ਰਸ਼ਾਸਨ ਵੱਲੋਂ ਹੜ੍ਹ ਵਰਗੀ ਸਥਿਤੀ ਨਾਲ ਨਜਿੱਠਣ ਲਈ ਪੁਖਤਾ ਪ੍ਰਬੰਧ ਕੀਤੇ ਗਏ ਹਨ। — [143, 316, 418, 494]
article-seema-garg — [0, 1042, 370, 1412]
headline: ਹੜ੍ਹਾਂ ਦੀ ਮਾਰ ਦੀ ਭਰਪਾਈ ਕਰਨ ਲਈ ਪੰਜਾਬ ਨੂੰ ਵਿਸ਼ੇਸ ਪੈਕੇਜ ਦੇਵੇ ਕੇਂਦਰ ਸਰਕਾਰ : ਐਡਵੋਕੇਟ ਉੱਤਮ — [955, 1915, 1506, 1978]
article-preet-kaur-gill — [1150, 1044, 1512, 1466]
article-body: ਸ੍ਰੀ ਅਨੰਦਪੁਰ ਸਾਹਿਬ 2 ਸਤੰਬਰ (ਦਵਿੰਦਰਪਾਲ) ਸਿਵਲ ਸਰਜਨ ਰੂਪਨਗਰ ਡਾ. ਸੁਖਵਿੰਦਰਜੀਤ ਸਿੰਘ ਵੱਲੋਂ ਪਿੰਡ ਵੱਡਪੁਰ ਵਿਖੇ ਲੱਗੇ ਸਿਹਤ ਕੈਂਪ ਦਾ ਦੌਰਾ ਕੀਤਾ ਗਿਆ ਅਤੇ ਹੜ੍ਹ ਦੀ ਸਥਿਤੀ ਦਾ ਜਾਇਜ਼ਾ ਲਿਆ ਗਿਆ। ਉਨ੍ਹਾਂ ਕਿਹਾ ਕਿ ਮੈਡੀਕਲ ਟੀਮਾਂ ਚੌਵੀ ਘੰਟੇ ਤਾਇਨਾਤ ਹਨ। — [567, 2217, 938, 2275]
headline: ਸਿਵਲ ਸਰਜਨ ਰੂਪਨਗਰ ਵੱਲੋਂ ਪਿੰਡ ਵੱਡਪੁਰ ਵਿਖੇ ਲੱਗੇ ਸਿਹਤ ਕੈਂਪ ਦਾ ਦੌਰਾ ਕਰ ਹੜ੍ਹ ਦੀ ਸਥਿਤੀ ਦਾ ਜਾਇਜ਼ਾ ਲਿਆ ਅਤੇ ਬਚਾਅ ਕਾਰਜਾਂ ਲਈ ਮੈਡੀਕਲ ਟੀਮਾਂ ਲਗਾਈਆਂ — [575, 2049, 930, 2093]
newspaper-logo — [1217, 3, 1506, 43]
headline: ਡਿਪਟੀ ਕਮਿਸ਼ਨਰ ਡਾ. ਸੋਨਾ ਥਿੰਦ ਨੇ ਵਰ੍ਹਦੇ ਮੀਂਹ ਵਿੱਚ ਖੁਦ ਮੌਕੇ 'ਤੇ ਖੜ੍ਹ ਕੇ ਬੰਦ ਕਰਵਾਏ ਦੋ ਪਾੜ — [949, 590, 1511, 655]
photo — [0, 710, 561, 860]
article-body: ਤਰਨਤਾਰਨ 2 ਸਤੰਬਰ (ਗਗਨਦੀਪ ਪ੍ਰਿੰਸ) ਜ਼ਿਲ੍ਹਾ ਤਰਨਤਾਰਨ ਅਧੀਨ ਆਉਂਦੇ ਹੜ੍ਹ ਪ੍ਰਭਾਵਿਤ ਪਿੰਡਾਂ ਵਿੱਚ ਜਾ ਕੇ ਹਲਕਾ ਪੱਟੀ ਤੋਂ ਕਾਂਗਰਸ ਪਾਰਟੀ ਦੇ ਚੇਅਰਮੈਨ ਭਾਗ ਸਿੰਘ ਚਕਵਾਲੀਆ ਨੇ ਲੋਕਾਂ ਦਾ ਦੁੱਖ ਵੰਡਾਇਆ। ਨੂੰ ਸਰਕਾਰ ਘਰ ਬਣਾ ਕੇ ਦੇਵੇ ਅਤੇ ਮਜ਼ਦੂਰ ਲੋਕ ਦਿਹਾੜੀ ਕਰਨ ਤੋਂ ਵਿਹਲੇ ਬੈਠੇ ਉਨ੍ਹਾਂ ਦੇ ਖਾਤਿਆਂ ਵਿਚ ਸਰਕਾਰ ਪੈਸੇ ਪਾਵੇ — [1154, 1764, 1509, 1836]
article-body: ਘਨੌਲੀ, 2ਸਤੰਬਰ(ਜਸਵੀਰ ਸਿੰਘ ਸਿੱਧੂ) ਪਿੰਡ ਗੰਗੂਵਾਲ ਵਾਸੀਆਂ ਵੱਲੋਂ ਮੁੱਖ ਪਿੰਡ ਦੇ ਸਹਿਯੋਗ ਨਾਲ ਹੜ੍ਹ ਪ੍ਰਭਾਵਿਤ ਇਲਾਕਿਆਂ ਵਿੱਚ ਰਾਸ਼ਨ ਸਮੱਗਰੀ ਦੇ ਬਿਸਕੁਟ, ਦਸ ਥੈਲੀਆਂ ਦੁੱਧ, ਪਾਣੀ ਦੀਆਂ ਬੋਤਲਾਂ ਅਤੇ ਹੋਰ ਲੋੜੀਂਦਾ ਸਮਾਨ ਪਹੁੰਚਾਇਆ ਗਿਆ। — [0, 1739, 370, 1783]
article-body: ਕੁਹਾੜਾ/ ਸਾਹਨੇਵਾਲ, 2 ਸਤੰਬਰ (ਅਵਤਾਰ ਸਿੰਘ ਗਰੇਵਾਲ) - ਮੁੱਖ ਮੰਤਰੀ ਪੰਜਾਬ ਦੇ ਨਿਰਦੇਸ਼ਾਂ ਤਹਿਤ ਕੈਬਨਿਟ ਮੰਤਰੀ ਹਰਦੀਪ ਸਿੰਘ ਮੁੰਡੀਆਂ ਵੱਲੋਂ ਹਲਕਾ ਸਾਹਨੇਵਾਲ ਦੇ ਹੜ੍ਹ ਪ੍ਰਭਾਵਿਤ ਪਿੰਡਾਂ ਨੂੰ ਵੱਡੀ ਰਾਹਤ ਸਮੱਗਰੀ ਭੇਜੀ ਗਈ। ਉਨ੍ਹਾਂ ਕਿਹਾ ਕਿ ਪੰਜਾਬ ਸਰਕਾਰ ਹੜ੍ਹ ਪੀੜਤਾਂ ਦੇ ਨਾਲ ਖੜੀ ਹੈ। — [886, 1666, 1142, 1769]
article-body: ਮਾਨਸਾ, 2 ਸਤੰਬਰ (ਜਗਤਾਰ ਸਿੰਘ) ਕੌਮੀ ਸਿਆਸੀ ਪਾਰਟੀ ਦੇ ਸੂਬਾ ਆਗੂ ਐਡਵੋਕੇਟ ਉੱਤਮ ਸਿੰਘ ਨੇ ਕਿਹਾ ਕਿ ਹੜ੍ਹਾਂ ਦੀ ਮਾਰ ਦੀ ਭਰਪਾਈ ਕਰਨ ਲਈ ਕੇਂਦਰ ਸਰਕਾਰ ਪੰਜਾਬ ਨੂੰ ਵਿਸ਼ੇਸ ਪੈਕੇਜ ਦੇਵੇ। ਮੀਤ ਨਾਲ ਦੁਕਾਨਾਂ ਅਤੇ ਘਰਾਂ ਦਾ ਨੁਕਸਾਨ ਹੋਇਆ ਹੈ ਅਤੇ 6000/ਰੁਪਏ ਕਰਨ ਲਈ ਮੰਗ ਕੀਤੀ। — [1139, 2009, 1512, 2162]
article-body: ਮੋਗਾ 2 ਸਤੰਬਰ (ਜਗਜੀਤ ਸਿੰਘ ਖਾਲਸਾ) ਐਜੂਕੇਟ ਪੰਜਾਬ ਪ੍ਰੋਜੈਕਟ ਵੱਲੋਂ ਹੜ੍ਹ ਪੀੜਿਤ ਏਰੀਏ ਵਿੱਚ ਪਿਛਲੇ 10 ਦਿਨਾਂ ਤੋਂ ਸੇਵਾਵਾਂ ਜਾਰੀ ਹਨ। ਸਿੰਘ ਇੰਗਲੈਂਡ ਨੇ ਦੱਸਿਆ ਕਿ ਸਾਡੀ ਟੀਮ ਫਿਰੋਜ਼ਪੁਰ ਦੇ ਪਿੰਡਾਂ ਵਿੱਚ ਪੀੜਤ ਪਰਿਵਾਰਾਂ ਨੂੰ ਲੋੜੀਂਦਾ ਸਮਾਨ ਪਹੁੰਚਾ ਰਹੀ ਹੈ। — [0, 1967, 276, 2026]
article-body: ਫਤਹਿਗੜ੍ਹ ਸਾਹਿਬ 2 ਸਤੰਬਰ( ਰਾਜਿੰਦਰ ਸਿੰਘ ਭੱਟ) ਡਿਪਟੀ ਕਮਿਸ਼ਨਰ ਡਾ. ਸੋਨਾ ਥਿੰਦ ਨੇ ਭਾਖੜਾ ਮੇਨ ਲਾਈਨ ਦੀ ਨਰਵਾਣਾ ਬ੍ਰਾਂਚ ਦੀ ਬੁਰਜੀ ਨੰਬਰ 13443 ਵਿਖੇ ਪਏ ਦੋ ਪਾੜਾਂ ਨੂੰ ਵਰ੍ਹਦੇ ਮੀਂਹ ਵਿੱਚ ਖੁਦ ਮੌਕੇ ’ਤੇ ਖੜ੍ਹ ਕੇ ਬੰਦ ਕਰਵਾਇਆ। ਪੂਰੀ ਤਰ੍ਹਾਂ ਬਚਾਅ ਕਰਨ ਲਈ ਚੌਕਸੀ ਵਰਤੀ ਜਾ ਰਹੀ ਹੈ ਅਤੇ ਅਧਿਕਾਰੀ ਫੀਲਡ ਵਿੱਚ ਤਾਇਨਾਤ ਹਨ। — [1139, 660, 1512, 830]
photo — [1150, 1474, 1512, 1710]
article-body: ਸ੍ਰੀ ਅਨੰਦਪੁਰ ਸਾਹਿਬ 2 ਸਤੰਬਰ (ਦਵਿੰਦਰਪਾਲ) ਸਿਵਲ ਸਰਜਨ ਰੂਪਨਗਰ ਡਾ. ਸੁਖਵਿੰਦਰਜੀਤ ਸਿੰਘ ਵੱਲੋਂ ਪਿੰਡ ਵੱਡਪੁਰ ਵਿਖੇ ਲੱਗੇ ਸਿਹਤ ਕੈਂਪ ਦਾ ਦੌਰਾ ਕੀਤਾ ਗਿਆ ਅਤੇ ਹੜ੍ਹ ਦੀ ਸਥਿਤੀ ਦਾ ਜਾਇਜ਼ਾ ਲਿਆ ਗਿਆ। ਉਨ੍ਹਾਂ ਕਿਹਾ ਕਿ ਮੈਡੀਕਲ ਟੀਮਾਂ ਚੌਵੀ ਘੰਟੇ ਤਾਇਨਾਤ ਹਨ। — [567, 2172, 938, 2231]
article-body: ਫਗਵਾੜਾ 2 ਸਤੰਬਰ (ਬੀ.ਕੇ.ਰੱਤੂ) ਫਗਵਾੜਾ ਹਲਕੇ ਵਿੱਚ ਪੈਂਦੇ ਪਿੰਡ ਬਘਾਣਾ ਵਿਖੇ ਇਪਰੂਵਮੈਂਟ ਟਰੱਸਟ ਫਗਵਾੜਾ ਦੇ ਚੇਅਰਮੈਨ ਅਤੇ ਆਮ ਆਦਮੀ ਪਾਰਟੀ ਐਸ.ਸੀ.ਵਿੰਗ ਦੇ ਸਾਥੀਆਂ ਨੇ ਹੜ੍ਹ ਪੀੜਤ ਪਰਿਵਾਰਾਂ ਨੂੰ ਰਾਸ਼ਨ ਵੰਡਿਆ। ਇਸ ਮੌਕੇ ਸਰਪੰਚ ਕਸ਼ਮੀਰ ਸਿੰਘ, ਸੋਨੂੰ ਫਰਵਾਹਾ, ਮੋਹਿਤ ਸ਼ਰਮਾ, ਲਲਿਤ ਮਦਾਨ, ਮਨੀ ਗੋਬਿੰਦਪੁਰਾ, ਗੁਰਪ੍ਰੀਤ ਮੋਟੀ, ਕਰਨਵੀਰ ਸਿੰਘ ਅਤੇ ਹੋਰ ਸਾਥੀ ਵੀ ਹਾਜ਼ਰ ਸਨ। — [574, 319, 938, 392]
article-mundian-relief — [378, 1474, 1142, 1907]
article-body: ਜੀਰਕਪੁਰ 2 ਸਤੰਬਰ(ਅਵਤਾਰ ਸਿੰਘ ਪਾਬਲਾ)- ਭਾਜਪਾ ਨੇਤਾ ਸੰਜੀਵ ਖੰਨਾ ਨੇ ਹਰਿਆਣਾ ਦੇ ਮੁੱਖ ਮੰਤਰੀ ਨਾਇਬ ਸਿੰਘ ਸੈਣੀ ਵੱਲੋਂ ਪੰਜਾਬ ਦੇ ਹੜ੍ਹ ਪ੍ਰਭਾਵਿਤ ਇਲਾਕਿਆਂ ਲਈ 5 ਕਰੋੜ ਰੁਪਏ ਦੀ ਆਰਥਿਕ ਮਦਦ ਦੇਣ ਦੇ ਐਲਾਨ ਦਾ ਸਵਾਗਤ ਕੀਤਾ। ਉਨ੍ਹਾਂ ਕਿਹਾ ਕਿ ਹਰਿਆਣਾ ਸਰਕਾਰ ਵੱਲੋਂ 5 ਕਰੋੜ ਰੁਪਏ ਦੇ ਐਲਾਨ ਨਾਲ ਇਹ ਸਾਬਤ ਹੁੰਦਾ ਹੈ ਕਿ ਜਦ ਵੀ ਕੋਈ ਸੰਕਟ ਆਉਂਦਾ ਹੈ ਤਾਂ ਅਸੀਂ ਗੁਆਂਢੀ ਰਾਜ ਇੱਕ ਦੂਜੇ ਦਾ ਸਾਥ ਦਿੰਦੇ ਹਾਂ। — [949, 126, 1226, 339]
photo — [0, 154, 561, 311]
article-body: ਮੋਗਾ 2 ਸਤੰਬਰ (ਜਗਜੀਤ ਸਿੰਘ ਖਾਲਸਾ) ਐਜੂਕੇਟ ਪੰਜਾਬ ਪ੍ਰੋਜੈਕਟ ਵੱਲੋਂ ਹੜ੍ਹ ਪੀੜਿਤ ਏਰੀਏ ਵਿੱਚ ਪਿਛਲੇ 10 ਦਿਨਾਂ ਤੋਂ ਸੇਵਾਵਾਂ ਜਾਰੀ ਹਨ। ਸਿੰਘ ਇੰਗਲੈਂਡ ਨੇ ਦੱਸਿਆ ਕਿ ਸਾਡੀ ਟੀਮ ਫਿਰੋਜ਼ਪੁਰ ਦੇ ਪਿੰਡਾਂ ਵਿੱਚ ਪੀੜਤ ਪਰਿਵਾਰਾਂ ਨੂੰ ਲੋੜੀਂਦਾ ਸਮਾਨ ਪਹੁੰਚਾ ਰਹੀ ਹੈ। — [377, 2152, 561, 2255]
headline: 10 ਦਿਨਾਂ ਤੋਂ ਸੇਵਾਵਾਂ ਜਾਰੀ : ਭਾਈ ਜਸਵਿੰਦਰ ਸਿੰਘ ਇੰਗਲੈਂਡ — [57, 1937, 504, 1962]
headline: ਕੈਬਨਿਟ ਮੰਤਰੀ ਮੁੰਡੀਆਂ ਵੱਲੋਂ ਹਲਕਾ ਸਾਹਨੇਵਾਲ ਦੇ ਹੜ੍ਹ ਪ੍ਰਭਾਵਿਤ ਪਿੰਡਾਂ ਨੂੰ ਵੱਡੀ ਰਾਹਤ ਸਮੱਗਰੀ — [408, 1474, 1113, 1525]
photo — [378, 1665, 559, 1907]
headline: ਇਪਰੂਵਮੈਂਟ ਟਰੱਸਟ ਦੇ ਚੇਅਰਮੈਨ ਸਰਨੇਲ ਨੰਗਲ ਅਤੇ ਸਾਥੀਆਂ ਨੇ ਪਿੰਡ ਬਘਾਣਾ ਵਿਖੇ ਹੜ੍ਹ ਪੀੜਤ ਪਰਿਵਾਰਾਂ ਨੂੰ ਵੰਡਿਆ ਰਾਸ਼ਨ — [577, 264, 934, 301]
subheadline: ਸਰਕਾਰ ਨੇ ਸਮਾਂ ਰਹਿੰਦਿਆਂ ਸਾਰਥਕ ਕਦਮ ਚੁੱਕੇ ਹੁੰਦੇ ਤਾਂ ਇਨਾ ਭਿਆਨਕ ਮੰਜ਼ਰ ਨਾ ਦੇਖਣਾ ਪੈਂਦਾ — [949, 1981, 1512, 2004]
article-body: ਫਗਵਾੜਾ 2 ਸਤੰਬਰ (ਬੀ.ਕੇ.ਰੱਤੂ) ਫਗਵਾੜਾ ਹਲਕੇ ਵਿੱਚ ਪੈਂਦੇ ਪਿੰਡ ਬਘਾਣਾ ਵਿਖੇ ਇਪਰੂਵਮੈਂਟ ਟਰੱਸਟ ਫਗਵਾੜਾ ਦੇ ਚੇਅਰਮੈਨ ਅਤੇ ਆਮ ਆਦਮੀ ਪਾਰਟੀ ਐਸ.ਸੀ.ਵਿੰਗ ਦੇ ਸਾਥੀਆਂ ਨੇ ਹੜ੍ਹ ਪੀੜਤ ਪਰਿਵਾਰਾਂ ਨੂੰ ਰਾਸ਼ਨ ਵੰਡਿਆ। ਇਸ ਮੌਕੇ ਸਰਪੰਚ ਕਸ਼ਮੀਰ ਸਿੰਘ, ਸੋਨੂੰ ਫਰਵਾਹਾ, ਮੋਹਿਤ ਸ਼ਰਮਾ, ਲਲਿਤ ਮਦਾਨ, ਮਨੀ ਗੋਬਿੰਦਪੁਰਾ, ਗੁਰਪ੍ਰੀਤ ਮੋਟੀ, ਕਰਨਵੀਰ ਸਿੰਘ ਅਤੇ ਹੋਰ ਸਾਥੀ ਵੀ ਹਾਜ਼ਰ ਸਨ। — [574, 439, 938, 512]
headline: ਭਾਜਪਾ ਨੇਤਾ ਸੰਜੀਵ ਖੰਨਾ ਨੇ ਹਰਿਆਣਾ ਮੁੱਖ ਮੰਤਰੀ ਦਾ ਕੀਤਾ ਧੰਨਵਾਦ — [977, 73, 1484, 95]
photo — [574, 69, 938, 259]
article-body: ਮਾਨਸਾ, 2 ਸਤੰਬਰ (ਜਗਤਾਰ ਸਿੰਘ) ਕੌਮੀ ਸਿਆਸੀ ਪਾਰਟੀ ਦੇ ਸੂਬਾ ਆਗੂ ਐਡਵੋਕੇਟ ਉੱਤਮ ਸਿੰਘ ਨੇ ਕਿਹਾ ਕਿ ਹੜ੍ਹਾਂ ਦੀ ਮਾਰ ਦੀ ਭਰਪਾਈ ਕਰਨ ਲਈ ਕੇਂਦਰ ਸਰਕਾਰ ਪੰਜਾਬ ਨੂੰ ਵਿਸ਼ੇਸ ਪੈਕੇਜ ਦੇਵੇ। ਮੀਤ ਨਾਲ ਦੁਕਾਨਾਂ ਅਤੇ ਘਰਾਂ ਦਾ ਨੁਕਸਾਨ ਹੋਇਆ ਹੈ ਅਤੇ 6000/ਰੁਪਏ ਕਰਨ ਲਈ ਮੰਗ ਕੀਤੀ। — [949, 2009, 1131, 2112]
article-body: ਜੰਡਿਆਲਾ ਗੁਰੂ ਟਾਂਗਰਾ 2 ਸਤੰਬਰ (ਗੁਰਦੇਵ ਸਿੰਘ ਮੱਲੀ ਸੁਖਦੇਵ ਸਿੰਘ ਵਾਲਾ) ਪਾਸਟਰ ਜਿਸ ਦਾ ਪੂਰਾ ਪਰਿਵਾਰ ਤਿੰਨ ਦਿਨ ਤੋਂ ਪਾਣੀ ਵਿੱਚ ਫਸਿਆ ਹੋਇਆ ਸੀ ਅਤੇ ਛੱਤ ਉੱਪਰ ਤੰਬੂ ਲਗਾ ਕੇ ਆਪਣਾ ਸਮਾਂ ਕੱਟ ਰਿਹਾ ਸੀ। ਸ਼ੁਕਰ ਗੁਜ਼ਾਰ ਕਰਦੇ ਹਾਂ ਕਿ ਖਾਲਸੇ ਦੇ ਸਿੰਘ ਸਾਡੀ ਮਦਦ ਵਾਸਤੇ ਅੱਗੇ ਆਏ ਹਨ। ਇਸ ਮੌਕੇ ਤੇ ਪਾਸਟਰ ਨੂੰ ਕਿਸ਼ਤੀ ਰਾਹੀਂ ਗੁਰੂ ਘਰ ਲਿਆਂਦਾ ਗਿਆ। ਅਤੇ ਉਹਨਾਂ ਦੀ ਅਕੈਡਮੀ ਦੇ ਸੇਵਾਦਾਰ ਆਦਿ ਹਾਜ਼ਰ ਸਨ। — [378, 1371, 1142, 1414]
headline: ਸਿਵਲ ਸਰਜਨ ਹੁਸ਼ਿਆਰਪੁਰ ਦਾ ਚਾਰਜ — [52, 1066, 318, 1088]
article-body: ਘਨੌਲੀ, 2ਸਤੰਬਰ(ਜਸਵੀਰ ਸਿੰਘ ਸਿੱਧੂ) ਪਿੰਡ ਗੰਗੂਵਾਲ ਵਾਸੀਆਂ ਵੱਲੋਂ ਮੁੱਖ ਪਿੰਡ ਦੇ ਸਹਿਯੋਗ ਨਾਲ ਹੜ੍ਹ ਪ੍ਰਭਾਵਿਤ ਇਲਾਕਿਆਂ ਵਿੱਚ ਰਾਸ਼ਨ ਸਮੱਗਰੀ ਦੇ ਬਿਸਕੁਟ, ਦਸ ਥੈਲੀਆਂ ਦੁੱਧ, ਪਾਣੀ ਦੀਆਂ ਬੋਤਲਾਂ ਅਤੇ ਹੋਰ ਲੋੜੀਂਦਾ ਸਮਾਨ ਪਹੁੰਚਾਇਆ ਗਿਆ। — [0, 1665, 370, 1708]
article-ration-baghana — [574, 69, 938, 578]
photo — [3, 1139, 82, 1214]
photo — [566, 1665, 747, 1907]
article-body: ਗਿੱਦੜਬਾਹਾ,02 ਸਤੰਬਰ (ਜਸਵੀਰ ਸਿੰਘ ਬੁੱਟਰ)- ਹਲਕਾ ਗਿੱਦੜਬਾਹਾ ਦੇ ਵਿਧਾਇਕ ਹਰਦੀਪ ਸਿੰਘ ਡਿੰਪੀ ਢਿੱਲੋਂ ਨੇ ਲੋਕਾਂ ਨੂੰ ਅਪੀਲ ਕੀਤੀ ਕਿ ਹੜ੍ਹ ਪ੍ਰਭਾਵਿਤ ਲੋਕਾਂ ਦੀ ਮੱਦਦ ਲਈ ਇੱਕ ਬੈਂਕ ਅਕਾਊਂਟ ਖੋਲਿਆ ਜਾਵੇਗਾ ਅਤੇ ਹਰ ਇੱਕ ਨੂੰ ਪਾਰਟੀਬਾਜ਼ੀ ਤੋਂ ਉੱਪਰ ਉੱਠ ਕੇ ਇਸ ਵਿੱਚ ਯੋਗਦਾਨ ਪਾਉਣਾ ਚਾਹੀਦਾ ਹੈ। — [574, 794, 938, 852]
